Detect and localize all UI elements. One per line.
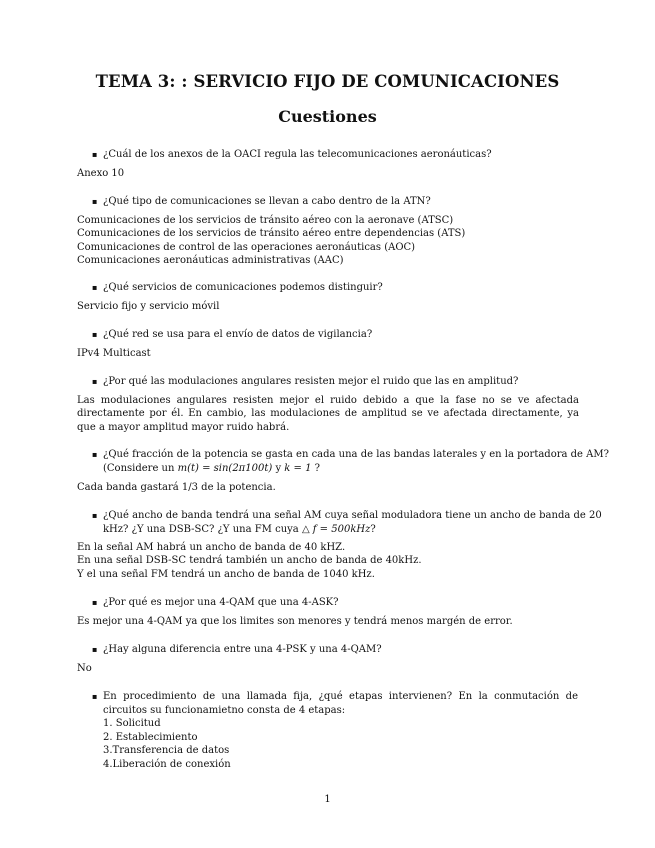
- question-4: ¿Qué red se usa para el envío de datos de vigilancia?: [103, 329, 373, 340]
- answer-line: En la señal AM habrá un ancho de banda de 40 kHZ.: [77, 542, 346, 553]
- step-item: 1. Solicitud: [103, 718, 161, 729]
- document-title: TEMA 3: : SERVICIO FIJO DE COMUNICACIONES: [95, 72, 560, 91]
- answer-line: Comunicaciones aeronáuticas administrativas (AAC): [77, 254, 344, 266]
- answer-4: IPv4 Multicast: [77, 348, 151, 359]
- bullet-icon: ▪: [92, 377, 98, 386]
- bullet-icon: ▪: [92, 511, 98, 520]
- question-6: [103, 448, 609, 475]
- question-line: ¿Qué fracción de la potencia se gasta en cada una de las bandas laterales y en la portadora de AM?: [103, 449, 609, 460]
- answer-6: Cada banda gastará 1/3 de la potencia.: [77, 482, 276, 493]
- answer-line: En una señal DSB-SC tendrá también un ancho de banda de 40kHz.: [77, 555, 422, 567]
- question-1: ¿Cuál de los anexos de la OACI regula las telecomunicaciones aeronáuticas?: [103, 149, 492, 160]
- page-number: 1: [324, 794, 331, 805]
- question-line: (Considere un m(t) = sin(2π100t) y k = 1 ?: [103, 462, 320, 474]
- question-text: En procedimiento de una llamada fija, ¿qué etapas intervienen? En la conmutación de circuitos su funcionamietno consta de 4 etapas:: [103, 691, 578, 716]
- question-line: kHz? ¿Y una DSB-SC? ¿Y una FM cuya △ f = 500kHz?: [103, 523, 376, 535]
- answer-line: Y el una señal FM tendrá un ancho de banda de 1040 kHz.: [77, 568, 375, 580]
- question-line: ¿Qué ancho de banda tendrá una señal AM cuya señal moduladora tiene un ancho de banda de 20: [103, 510, 602, 521]
- step-item: 2. Establecimiento: [103, 731, 198, 743]
- bullet-icon: ▪: [92, 283, 98, 292]
- step-item: 3.Transferencia de datos: [103, 745, 230, 756]
- question-9: ¿Hay alguna diferencia entre una 4-PSK y una 4-QAM?: [103, 644, 382, 655]
- bullet-icon: ▪: [92, 330, 98, 339]
- bullet-icon: ▪: [92, 598, 98, 607]
- answer-line: Comunicaciones de control de las operaciones aeronáuticas (AOC): [77, 241, 416, 253]
- section-heading: Cuestiones: [278, 107, 377, 126]
- question-5: ¿Por qué las modulaciones angulares resisten mejor el ruido que las en amplitud?: [103, 376, 519, 387]
- question-8: ¿Por qué es mejor una 4-QAM que una 4-ASK?: [103, 597, 339, 608]
- bullet-icon: ▪: [92, 150, 98, 159]
- answer-1: Anexo 10: [77, 168, 125, 179]
- answer-line: Comunicaciones de los servicios de tránsito aéreo entre dependencias (ATS): [77, 228, 466, 240]
- bullet-icon: ▪: [92, 450, 98, 459]
- question-7: [103, 509, 602, 536]
- answer-7: [77, 541, 579, 581]
- question-3: ¿Qué servicios de comunicaciones podemos distinguir?: [103, 282, 383, 293]
- math-expression: △ f = 500kHz: [301, 523, 371, 535]
- question-2: ¿Qué tipo de comunicaciones se llevan a cabo dentro de la ATN?: [103, 196, 431, 207]
- math-expression: k = 1: [284, 462, 312, 474]
- bullet-icon: ▪: [92, 645, 98, 654]
- answer-2: [77, 214, 579, 267]
- bullet-icon: ▪: [92, 197, 98, 206]
- math-expression: m(t) = sin(2π100t): [177, 462, 273, 474]
- bullet-icon: ▪: [92, 692, 98, 701]
- answer-line: Comunicaciones de los servicios de tránsito aéreo con la aeronave (ATSC): [77, 215, 454, 226]
- question-10: [103, 690, 578, 771]
- answer-5: Las modulaciones angulares resisten mejor el ruido debido a que la fase no se ve afectada directamente por él. En cambio, las modulaciones de amplitud se ve afectada directamente, ya que a mayor amplitud mayor ruido habrá.: [77, 395, 579, 433]
- answer-8: Es mejor una 4-QAM ya que los limites son menores y tendrá menos margén de error.: [77, 616, 513, 627]
- answer-3: Servicio fijo y servicio móvil: [77, 301, 220, 312]
- answer-9: No: [77, 663, 92, 674]
- step-item: 4.Liberación de conexión: [103, 758, 231, 770]
